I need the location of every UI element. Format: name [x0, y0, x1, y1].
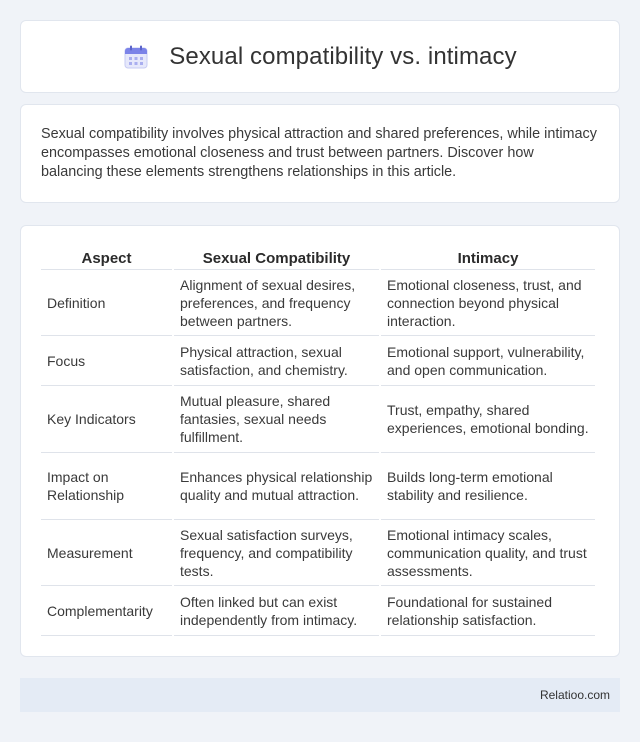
sexual-compatibility-cell: Often linked but can exist independently from intimacy.	[174, 586, 379, 636]
table-header-row	[41, 244, 595, 270]
aspect-cell: Measurement	[41, 520, 172, 586]
intimacy-cell: Trust, empathy, shared experiences, emotional bonding.	[381, 386, 595, 453]
table-row	[41, 386, 595, 453]
aspect-cell: Definition	[41, 270, 172, 336]
intimacy-cell: Foundational for sustained relationship satisfaction.	[381, 586, 595, 636]
comparison-table-card	[20, 225, 620, 657]
footer	[20, 678, 620, 712]
table-row	[41, 270, 595, 336]
intimacy-cell: Emotional support, vulnerability, and open communication.	[381, 336, 595, 386]
aspect-cell: Key Indicators	[41, 386, 172, 453]
header-intimacy: Intimacy	[381, 244, 595, 270]
header-sexual-compatibility: Sexual Compatibility	[174, 244, 379, 270]
table-row	[41, 586, 595, 636]
footer-brand[interactable]: Relatioo.com	[539, 688, 610, 702]
header-aspect: Aspect	[41, 244, 172, 270]
intimacy-cell: Emotional closeness, trust, and connection beyond physical interaction.	[381, 270, 595, 336]
table-row	[41, 336, 595, 386]
intro-card	[20, 104, 620, 203]
table-row	[41, 520, 595, 586]
intimacy-cell: Emotional intimacy scales, communication quality, and trust assessments.	[381, 520, 595, 586]
title-card	[20, 20, 620, 93]
aspect-cell: Impact on Relationship	[41, 453, 172, 520]
sexual-compatibility-cell: Alignment of sexual desires, preferences, and frequency between partners.	[174, 270, 379, 336]
sexual-compatibility-cell: Physical attraction, sexual satisfaction, and chemistry.	[174, 336, 379, 386]
aspect-cell: Complementarity	[41, 586, 172, 636]
sexual-compatibility-cell: Mutual pleasure, shared fantasies, sexual needs fulfillment.	[174, 386, 379, 453]
sexual-compatibility-cell: Sexual satisfaction surveys, frequency, and compatibility tests.	[174, 520, 379, 586]
intro-text: Sexual compatibility involves physical attraction and shared preferences, while intimacy encompasses emotional closeness and trust between partners. Discover how balancing these elements strengthens relationships in this article.	[41, 126, 597, 180]
aspect-cell: Focus	[41, 336, 172, 386]
page-title: Sexual compatibility vs. intimacy	[169, 42, 517, 70]
sexual-compatibility-cell: Enhances physical relationship quality and mutual attraction.	[174, 453, 379, 520]
intimacy-cell: Builds long-term emotional stability and resilience.	[381, 453, 595, 520]
calendar-icon	[123, 44, 149, 70]
table-row	[41, 453, 595, 520]
comparison-table	[39, 244, 597, 636]
